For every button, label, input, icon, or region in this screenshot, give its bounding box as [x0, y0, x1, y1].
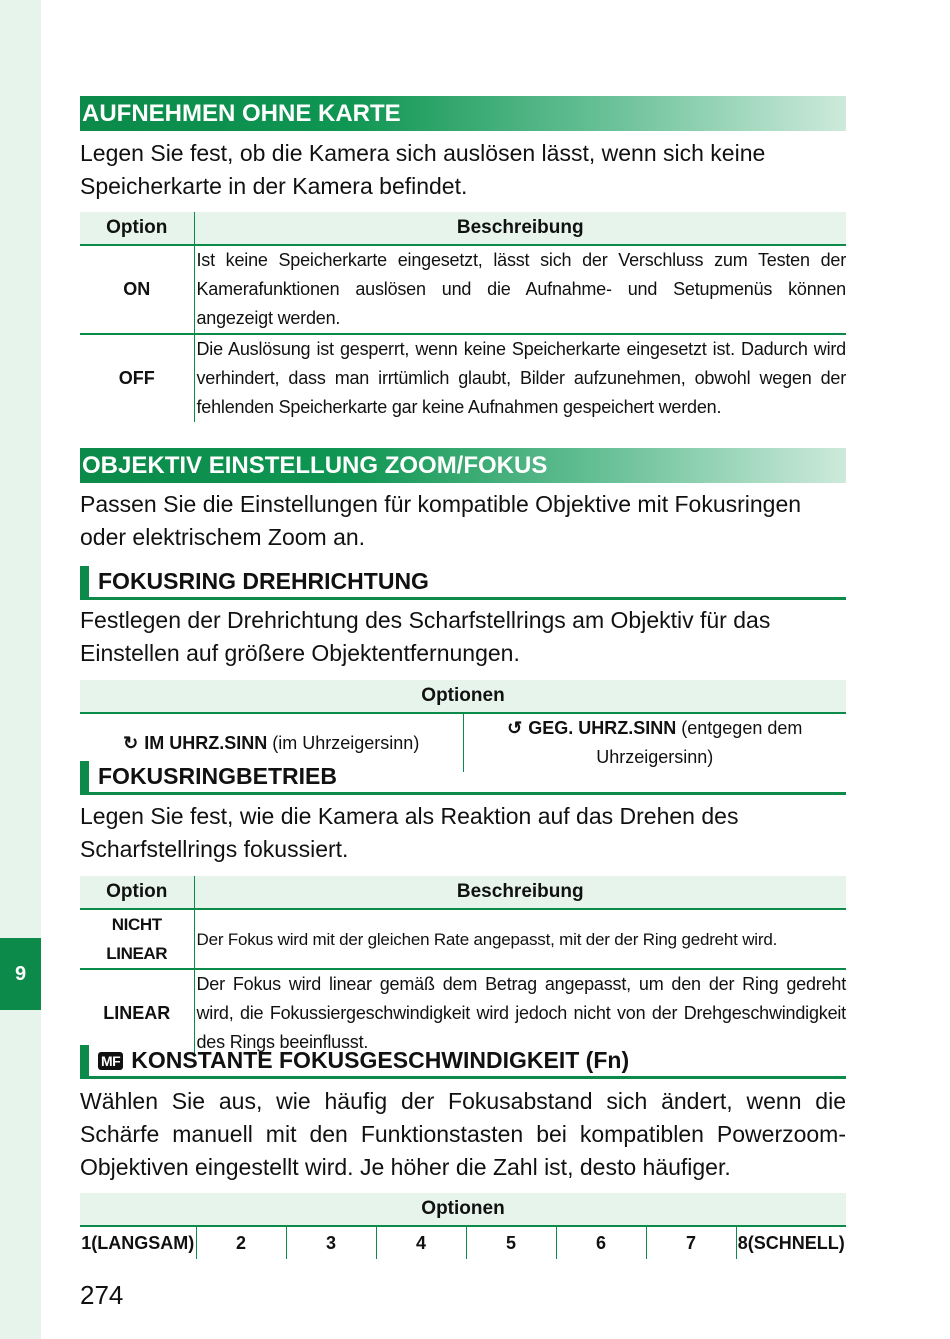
speed-option: 1(LANGSAM) — [81, 1232, 195, 1253]
column-header-description: Beschreibung — [194, 212, 846, 245]
speed-option: 2 — [196, 1226, 286, 1259]
section-title-aufnehmen-ohne-karte: AUFNEHMEN OHNE KARTE — [80, 96, 846, 131]
column-header-description: Beschreibung — [194, 876, 846, 909]
table-row — [80, 909, 846, 969]
page-number: 274 — [80, 1280, 124, 1310]
rotate-counterclockwise-icon: ↺ — [507, 718, 523, 738]
section-intro: Legen Sie fest, ob die Kamera sich auslösen lässt, wenn sich keine Speicherkarte in der Kamera befindet. — [80, 140, 766, 199]
section-title-objektiv-einstellung: OBJEKTIV EINSTELLUNG ZOOM/FOKUS — [80, 448, 846, 483]
column-header-option: Option — [80, 876, 194, 909]
table-row — [80, 969, 846, 1057]
description-cell: Der Fokus wird linear gemäß dem Betrag angepasst, um den der Ring gedreht wird, die Fokussiergeschwindigkeit wird jedoch nicht von der Drehgeschwindigkeit des Rings beeinflusst. — [194, 969, 846, 1057]
speed-option: 7 — [646, 1226, 736, 1259]
speed-option: 3 — [286, 1226, 376, 1259]
speed-option: 8(SCHNELL) — [736, 1226, 846, 1259]
mf-icon: MF — [98, 1052, 123, 1070]
options-header: Optionen — [80, 1193, 846, 1226]
option-cell: NICHT LINEAR — [106, 915, 168, 963]
options-table — [80, 212, 846, 422]
option-note: (im Uhrzeigersinn) — [272, 732, 420, 753]
subsection-title-fokusring-drehrichtung: FOKUSRING DREHRICHTUNG — [80, 566, 846, 600]
table-row — [80, 245, 846, 334]
subsection-title-fokusringbetrieb: FOKUSRINGBETRIEB — [80, 761, 846, 795]
focus-ring-table — [80, 876, 846, 1057]
speed-option: 5 — [466, 1226, 556, 1259]
table-row — [80, 334, 846, 422]
side-strip — [0, 0, 41, 1339]
rotation-options-table — [80, 680, 846, 772]
option-cell: ON — [123, 279, 151, 299]
chapter-tab: 9 — [0, 938, 41, 1010]
description-cell: Der Fokus wird mit der gleichen Rate angepasst, mit der der Ring gedreht wird. — [194, 909, 846, 969]
section-intro: Passen Sie die Einstellungen für kompatible Objektive mit Fokusringen oder elektrischem Zoom an. — [80, 491, 802, 550]
option-name: GEG. UHRZ.SINN — [528, 718, 677, 738]
description-cell: Ist keine Speicherkarte eingesetzt, lässt sich der Verschluss zum Testen der Kamerafunktionen auslösen und die Aufnahme- und Setupmenüs können angezeigt werden. — [194, 245, 846, 334]
subsection-intro: Legen Sie fest, wie die Kamera als Reaktion auf das Drehen des Scharfstellrings fokussiert. — [80, 803, 739, 862]
rotate-clockwise-icon: ↻ — [123, 732, 139, 753]
subsection-title-konstante-fokusgeschwindigkeit — [80, 1045, 846, 1079]
speed-option: 6 — [556, 1226, 646, 1259]
speed-options-table — [80, 1193, 846, 1259]
column-header-option: Option — [80, 212, 194, 245]
options-header: Optionen — [80, 680, 846, 713]
description-cell: Die Auslösung ist gesperrt, wenn keine Speicherkarte eingesetzt ist. Dadurch wird verhindert, dass man irrtümlich glaubt, Bilder aufzunehmen, obwohl wegen der fehlenden Speicherkarte gar keine Aufnahmen gespeichert werden. — [194, 334, 846, 422]
subsection-title-text: KONSTANTE FOKUSGESCHWINDIGKEIT (Fn) — [131, 1047, 630, 1073]
subsection-intro: Wählen Sie aus, wie häufig der Fokusabstand sich ändert, wenn die Schärfe manuell mit den Funktionstasten bei kompatiblen Powerzoom-Objektiven eingestellt wird. Je höher die Zahl ist, desto häufiger. — [80, 1088, 846, 1180]
speed-option: 4 — [376, 1226, 466, 1259]
option-cell: OFF — [80, 334, 194, 422]
option-name: IM UHRZ.SINN — [144, 732, 268, 753]
option-note: (entgegen dem Uhrzeigersinn) — [596, 718, 803, 767]
subsection-intro: Festlegen der Drehrichtung des Scharfstellrings am Objektiv für das Einstellen auf größere Objektentfernungen. — [80, 607, 771, 666]
option-cell: LINEAR — [80, 969, 194, 1057]
